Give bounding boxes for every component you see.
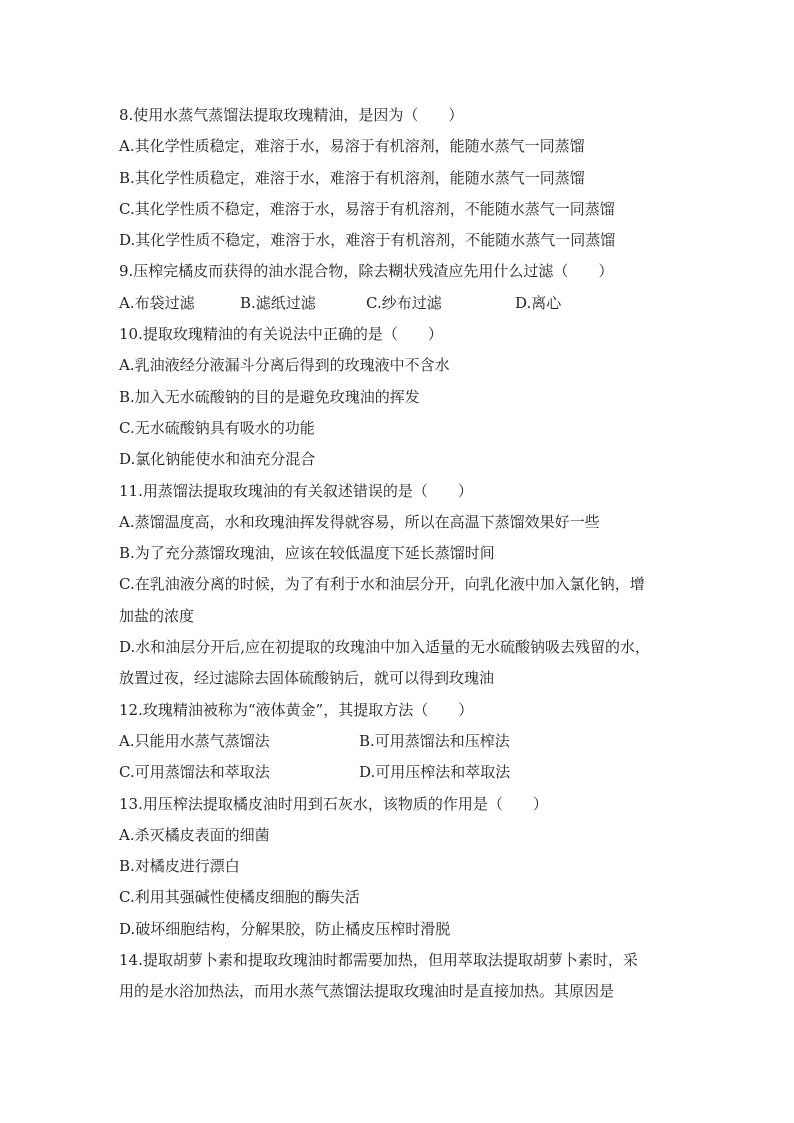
question-13-option-b: B.对橘皮进行漂白 xyxy=(119,857,240,876)
question-12-option-d: D.可用压榨法和萃取法 xyxy=(359,763,511,782)
question-9-option-d: D.离心 xyxy=(515,293,562,312)
question-12-option-c: C.可用蒸馏法和萃取法 xyxy=(119,763,270,782)
question-9-option-a: A.布袋过滤 xyxy=(119,293,195,312)
question-13-option-c: C.利用其强碱性使橘皮细胞的酶失活 xyxy=(119,888,360,907)
question-10-stem: 10.提取玫瑰精油的有关说法中正确的是（ ） xyxy=(119,325,443,344)
question-10-option-d: D.氯化钠能使水和油充分混合 xyxy=(119,450,316,469)
question-12-option-b: B.可用蒸馏法和压榨法 xyxy=(359,731,510,750)
question-11-option-c-line2: 加盐的浓度 xyxy=(119,606,195,625)
question-10-option-b: B.加入无水硫酸钠的目的是避免玫瑰油的挥发 xyxy=(119,387,420,406)
question-8-stem: 8.使用水蒸气蒸馏法提取玫瑰精油，是因为（ ） xyxy=(119,106,464,124)
question-11-option-c-line1: C.在乳油液分离的时候，为了有利于水和油层分开，向乳化液中加入氯化钠，增 xyxy=(119,575,645,594)
question-13-option-d: D.破坏细胞结构，分解果胶，防止橘皮压榨时滑脱 xyxy=(119,919,451,938)
question-8-option-a: A.其化学性质稳定，难溶于水，易溶于有机溶剂，能随水蒸气一同蒸馏 xyxy=(119,137,585,156)
question-14-stem-line1: 14.提取胡萝卜素和提取玫瑰油时都需要加热，但用萃取法提取胡萝卜素时，采 xyxy=(119,951,638,970)
question-8-option-b: B.其化学性质稳定，难溶于水，难溶于有机溶剂，能随水蒸气一同蒸馏 xyxy=(119,168,585,187)
question-12-options-row1 xyxy=(119,726,685,757)
question-11-option-b: B.为了充分蒸馏玫瑰油，应该在较低温度下延长蒸馏时间 xyxy=(119,544,495,563)
question-8-option-c: C.其化学性质不稳定，难溶于水，易溶于有机溶剂，不能随水蒸气一同蒸馏 xyxy=(119,199,615,218)
question-13-stem: 13.用压榨法提取橘皮油时用到石灰水，该物质的作用是（ ） xyxy=(119,794,548,813)
question-11-option-d-line2: 放置过夜，经过滤除去固体硫酸钠后，就可以得到玫瑰油 xyxy=(119,669,495,688)
question-12-stem: 12.玫瑰精油被称为“液体黄金”，其提取方法（ ） xyxy=(119,700,474,719)
question-9-option-b: B.滤纸过滤 xyxy=(240,293,316,312)
question-12-option-a: A.只能用水蒸气蒸馏法 xyxy=(119,731,270,750)
question-9-stem: 9.压榨完橘皮而获得的油水混合物，除去糊状残渣应先用什么过滤（ ） xyxy=(119,262,614,281)
question-11-option-a: A.蒸馏温度高，水和玫瑰油挥发得就容易，所以在高温下蒸馏效果好一些 xyxy=(119,512,600,531)
question-10-option-c: C.无水硫酸钠具有吸水的功能 xyxy=(119,418,315,437)
question-11-option-d-line1: D.水和油层分开后,应在初提取的玫瑰油中加入适量的无水硫酸钠吸去残留的水， xyxy=(119,638,651,657)
question-12-options-row2 xyxy=(119,757,685,788)
question-14-stem-line2: 用的是水浴加热法，而用水蒸气蒸馏法提取玫瑰油时是直接加热。其原因是 xyxy=(119,982,615,1001)
question-8-option-d: D.其化学性质不稳定，难溶于水，难溶于有机溶剂，不能随水蒸气一同蒸馏 xyxy=(119,231,616,250)
question-9-option-c: C.纱布过滤 xyxy=(366,293,442,312)
question-13-option-a: A.杀灭橘皮表面的细菌 xyxy=(119,825,270,844)
question-10-option-a: A.乳油液经分液漏斗分离后得到的玫瑰液中不含水 xyxy=(119,356,450,375)
question-11-stem: 11.用蒸馏法提取玫瑰油的有关叙述错误的是（ ） xyxy=(119,481,473,500)
question-9-options xyxy=(119,288,685,319)
exam-page xyxy=(119,100,685,1008)
